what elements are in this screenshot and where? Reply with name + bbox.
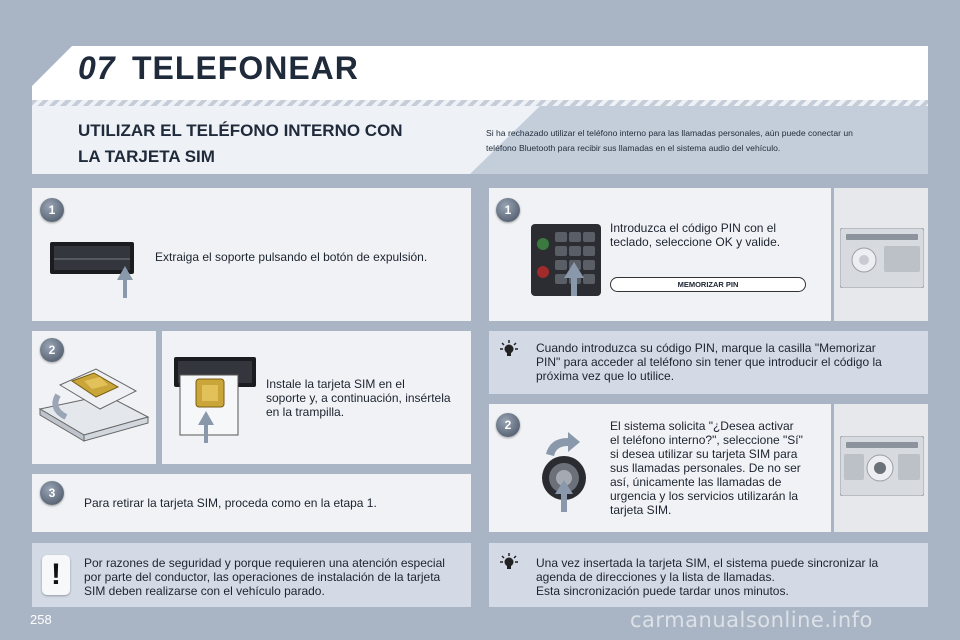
radio-unit-illustration: [840, 436, 924, 496]
step-number-badge: 2: [496, 413, 520, 437]
ejector-illustration: [48, 240, 138, 298]
step2-right-text: El sistema solicita "¿Desea activar el teléfono interno?", seleccione "Sí" si desea utilizar su tarjeta SIM para sus llamadas personales. De no ser así, únicamente las llamadas de urgencia y los servicios utilizarán la tarjeta SIM.: [610, 419, 803, 517]
lightbulb-icon: [500, 340, 518, 358]
rotary-knob-illustration: [534, 428, 594, 512]
step2-left-text: Instale la tarjeta SIM en el soporte y, a continuación, insértela en la trampilla.: [266, 377, 451, 419]
lightbulb-icon: [500, 553, 518, 571]
tip2-text: Una vez insertada la tarjeta SIM, el sistema puede sincronizar la agenda de direcciones y la lista de llamadas. Esta sincronización puede tardar unos minutos.: [536, 556, 879, 598]
watermark: carmanualsonline.info: [630, 608, 873, 632]
section-title: UTILIZAR EL TELÉFONO INTERNO CON LA TARJETA SIM: [78, 121, 403, 166]
page-number: 258: [30, 612, 52, 627]
step-number-badge: 1: [496, 198, 520, 222]
step1-left-text: Extraiga el soporte pulsando el botón de expulsión.: [155, 250, 428, 264]
radio-unit-illustration: [840, 228, 924, 288]
warning-icon: !: [42, 555, 70, 595]
memorize-pin-button[interactable]: MEMORIZAR PIN: [610, 277, 806, 292]
warning-text: Por razones de seguridad y porque requieren una atención especial por parte del conductor, las operaciones de instalación de la tarjeta SIM deben realizarse con el vehículo parado.: [84, 556, 445, 598]
step3-left-text: Para retirar la tarjeta SIM, proceda como en la etapa 1.: [84, 496, 377, 510]
chapter-number: 07: [78, 50, 116, 86]
step-number-badge: 3: [40, 481, 64, 505]
step-number-badge: 2: [40, 338, 64, 362]
section-intro: Si ha rechazado utilizar el teléfono interno para las llamadas personales, aún puede conectar un teléfono Bluetooth para recibir sus llamadas en el sistema audio del vehículo.: [486, 128, 853, 153]
sim-insert-illustration: [170, 355, 260, 443]
sim-tray-illustration: [36, 365, 154, 445]
keypad-illustration: [531, 224, 601, 296]
step-number-badge: 1: [40, 198, 64, 222]
tip1-text: Cuando introduzca su código PIN, marque la casilla "Memorizar PIN" para acceder al teléfono sin tener que introducir el código la próxima vez que lo utilice.: [536, 341, 882, 383]
step1-right-text: Introduzca el código PIN con el teclado, seleccione OK y valide.: [610, 221, 781, 249]
page-title: TELEFONEAR: [132, 50, 359, 86]
